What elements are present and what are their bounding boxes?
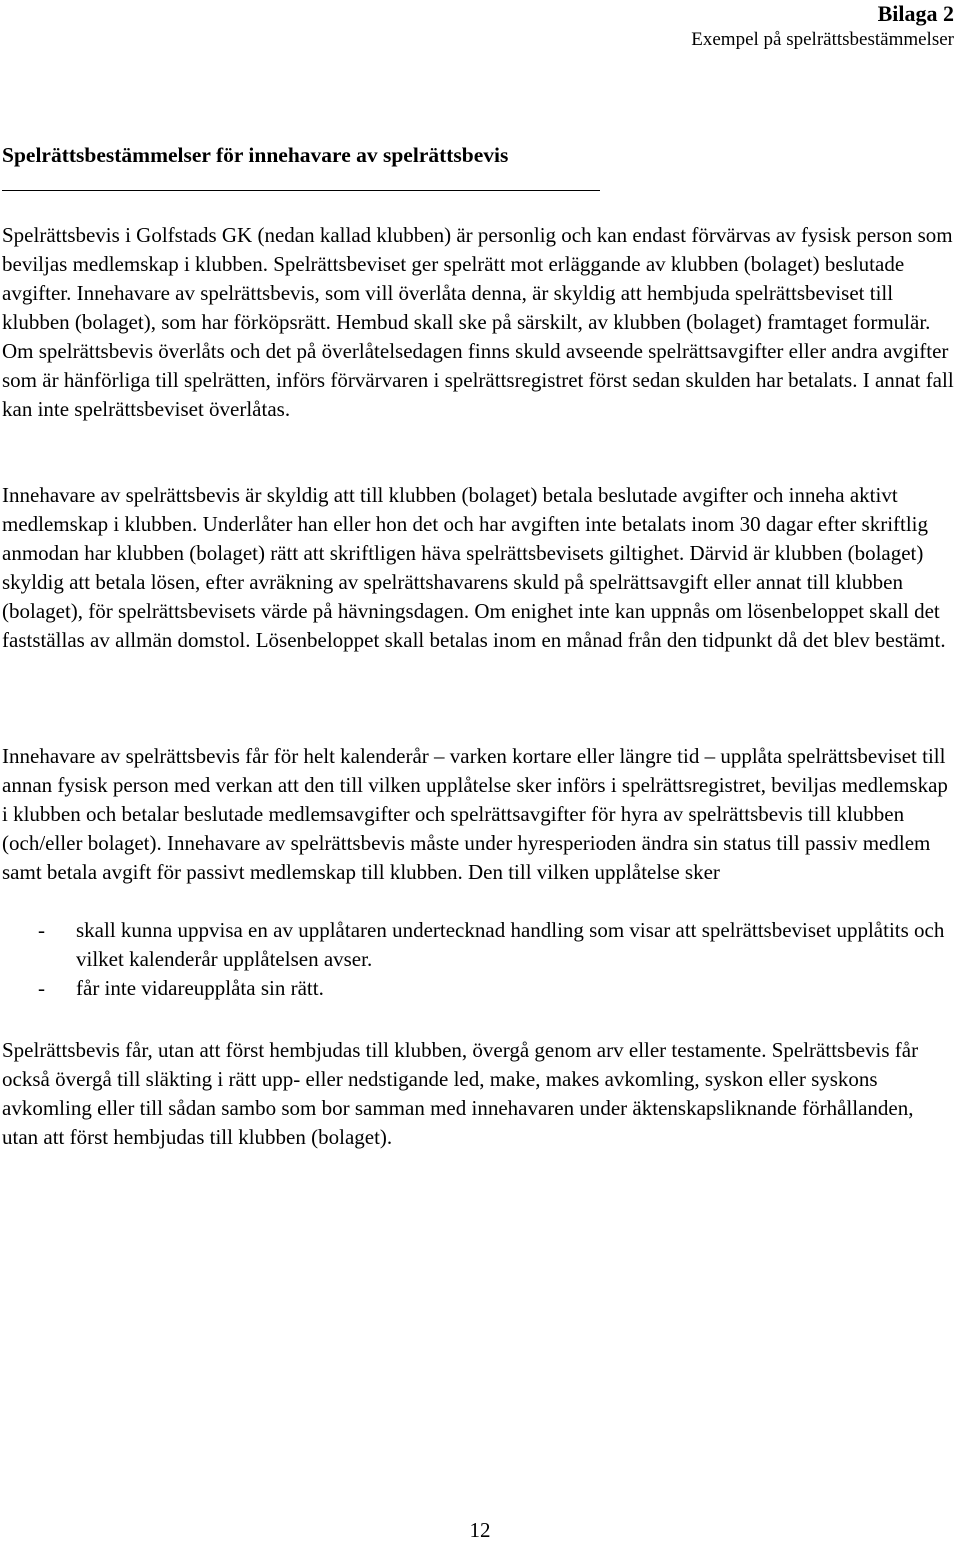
paragraph-text: Spelrättsbevis i Golfstads GK (nedan kallad klubben) är personlig och kan endast förvärvas av fysisk person som beviljas medlemskap i klubben. Spelrättsbeviset ger spelrätt mot erläggande av klubben (bolaget) beslutade avgifter. Innehavare av spelrättsbevis, som vill överlåta denna, är skyldig att hembjuda spelrättsbeviset till klubben (bolaget), som har förköpsrätt. Hembud skall ske på särskilt, av klubben (bolaget) framtaget formulär. Om spelrättsbevis överlåts och det på överlåtelsedagen finns skuld avseende spelrättsavgifter eller andra avgifter som är hänförliga till spelrätten, införs förvärvaren i spelrättsregistret först sedan skulden har betalats. I annat fall kan inte spelrättsbeviset överlåtas.	[2, 223, 954, 421]
page-header	[691, 0, 954, 52]
appendix-subtitle: Exempel på spelrättsbestämmelser	[691, 29, 954, 50]
document-heading: Spelrättsbestämmelser för innehavare av spelrättsbevis	[2, 143, 509, 167]
list-bullet: -	[38, 976, 45, 1000]
list-bullet: -	[38, 918, 45, 942]
paragraph-text: Innehavare av spelrättsbevis får för helt kalenderår – varken kortare eller längre tid – upplåta spelrättsbeviset till annan fysisk person med verkan att den till vilken upplåtelse sker införs i spelrättsregistret, beviljas medlemskap i klubben och betalar beslutade medlemsavgifter och spelrättsavgifter för hyra av spelrättsbevis till klubben (och/eller bolaget). Innehavare av spelrättsbevis måste under hyresperioden ändra sin status till passiv medlem samt betala avgift för passivt medlemskap till klubben. Den till vilken upplåtelse sker	[2, 744, 948, 884]
list-item	[2, 974, 954, 1003]
list-item-text: får inte vidareupplåta sin rätt.	[76, 976, 324, 1000]
list-item	[2, 916, 954, 974]
paragraph-fees	[2, 481, 954, 655]
list-item-text: skall kunna uppvisa en av upplåtaren undertecknad handling som visar att spelrättsbeviset upplåtits och vilket kalenderår upplåtelsen avser.	[76, 918, 945, 971]
paragraph-text: Spelrättsbevis får, utan att först hembjudas till klubben, övergå genom arv eller testamente. Spelrättsbevis får också övergå till släkting i rätt upp- eller nedstigande led, make, makes avkomling, syskon eller syskons avkomling eller till sådan sambo som bor samman med innehavaren under äktenskapsliknande förhållanden, utan att först hembjudas till klubben (bolaget).	[2, 1038, 919, 1149]
page-number: 12	[469, 1518, 491, 1542]
heading-underline	[2, 190, 600, 191]
paragraph-lease	[2, 742, 954, 887]
paragraph-transfer	[2, 221, 954, 424]
appendix-title: Bilaga 2	[877, 1, 954, 26]
lease-conditions-list	[2, 916, 954, 1003]
paragraph-inheritance	[2, 1036, 954, 1152]
paragraph-text: Innehavare av spelrättsbevis är skyldig att till klubben (bolaget) betala beslutade avgifter och inneha aktivt medlemskap i klubben. Underlåter han eller hon det och har avgiften inte betalats inom 30 dagar efter skriftlig anmodan har klubben (bolaget) rätt att skriftligen häva spelrättsbevisets giltighet. Därvid är klubben (bolaget) skyldig att betala lösen, efter avräkning av spelrättshavarens skuld på spelrättsavgift eller annat till klubben (bolaget), för spelrättsbevisets värde på hävningsdagen. Om enighet inte kan uppnås om lösenbeloppet skall det fastställas av allmän domstol. Lösenbeloppet skall betalas inom en månad från den tidpunkt då det blev bestämt.	[2, 483, 946, 652]
